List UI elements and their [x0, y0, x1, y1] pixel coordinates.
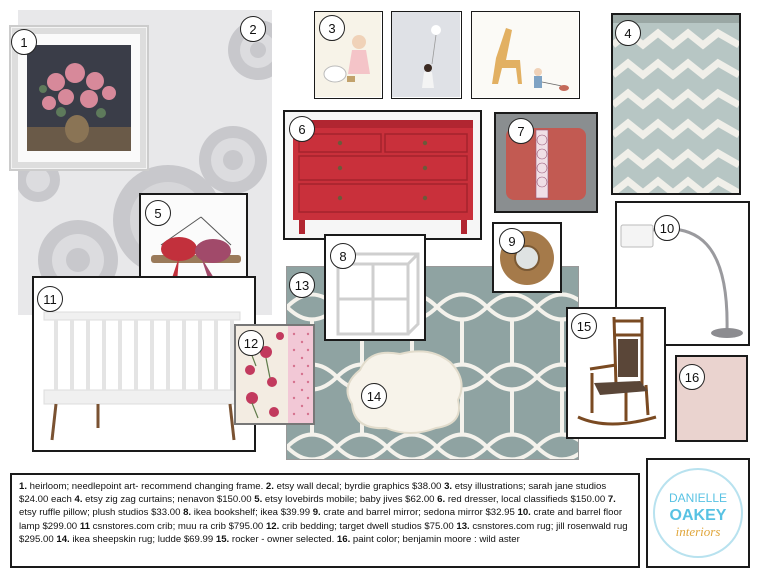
brand-logo	[648, 460, 748, 566]
item-number-1: 1	[11, 29, 37, 55]
illustration-3	[471, 11, 580, 99]
legend-entry-8: 8. ikea bookshelf; ikea $39.99	[183, 507, 313, 519]
legend-entry-9: 9. crate and barrel mirror; sedona mirror $32.95	[312, 507, 518, 519]
legend-entry-12: 12. crib bedding; target dwell studios $75.00	[265, 520, 457, 532]
crib-image	[34, 278, 254, 450]
item-number-2: 2	[240, 16, 266, 42]
legend-entry-16: 16. paint color; benjamin moore : wild aster	[336, 533, 520, 545]
legend-entry-1: 1. heirloom; needlepoint art- recommend changing frame.	[19, 481, 266, 492]
item-legend	[10, 473, 640, 568]
item-number-7: 7	[508, 118, 534, 144]
legend-entry-3: 3. etsy illustrations; sarah jane studios $24.00 each	[19, 481, 607, 506]
item-number-16: 16	[679, 364, 705, 390]
legend-entry-14: 14. ikea sheepskin rug; ludde $69.99	[56, 533, 216, 545]
logo-line-1: DANIELLE	[668, 491, 728, 505]
item-number-12: 12	[238, 330, 264, 356]
legend-entry-10: 10. crate and barrel floor lamp $299.00	[19, 507, 623, 532]
item-number-11: 11	[37, 286, 63, 312]
brand-logo-box	[646, 458, 750, 568]
sheepskin-rug	[340, 340, 470, 440]
illustration-2	[391, 11, 462, 99]
girl-with-balloon-illustration	[392, 12, 460, 97]
item-number-15: 15	[571, 313, 597, 339]
item-number-5: 5	[145, 200, 171, 226]
item-number-9: 9	[499, 228, 525, 254]
item-number-6: 6	[289, 116, 315, 142]
legend-entry-11: 11 csnstores.com crib; muu ra crib $795.00	[79, 520, 266, 532]
legend-entry-2: 2. etsy wall decal; byrdie graphics $38.00	[265, 481, 445, 492]
giraffe-illustration	[472, 12, 578, 97]
legend-entry-7: 7. etsy ruffle pillow; plush studios $33.00	[19, 494, 616, 519]
legend-entry-4: 4. etsy zig zag curtains; nenavon $150.00	[74, 494, 255, 506]
logo-line-2: OAKEY	[669, 507, 727, 524]
muu-ra-crib	[32, 276, 256, 452]
item-number-13: 13	[289, 272, 315, 298]
item-number-3: 3	[319, 15, 345, 41]
legend-entry-6: 6. red dresser, local classifieds $150.00	[437, 494, 608, 506]
item-number-4: 4	[615, 20, 641, 46]
item-number-10: 10	[654, 215, 680, 241]
item-number-14: 14	[361, 383, 387, 409]
logo-line-3: interiors	[675, 524, 721, 539]
legend-entry-5: 5. etsy lovebirds mobile; baby jives $62.00	[254, 494, 438, 506]
item-number-8: 8	[330, 243, 356, 269]
legend-entry-15: 15. rocker - owner selected.	[215, 533, 337, 545]
legend-entry-13: 13. csnstores.com rug; jill rosenwald rug $295.00	[19, 520, 628, 545]
